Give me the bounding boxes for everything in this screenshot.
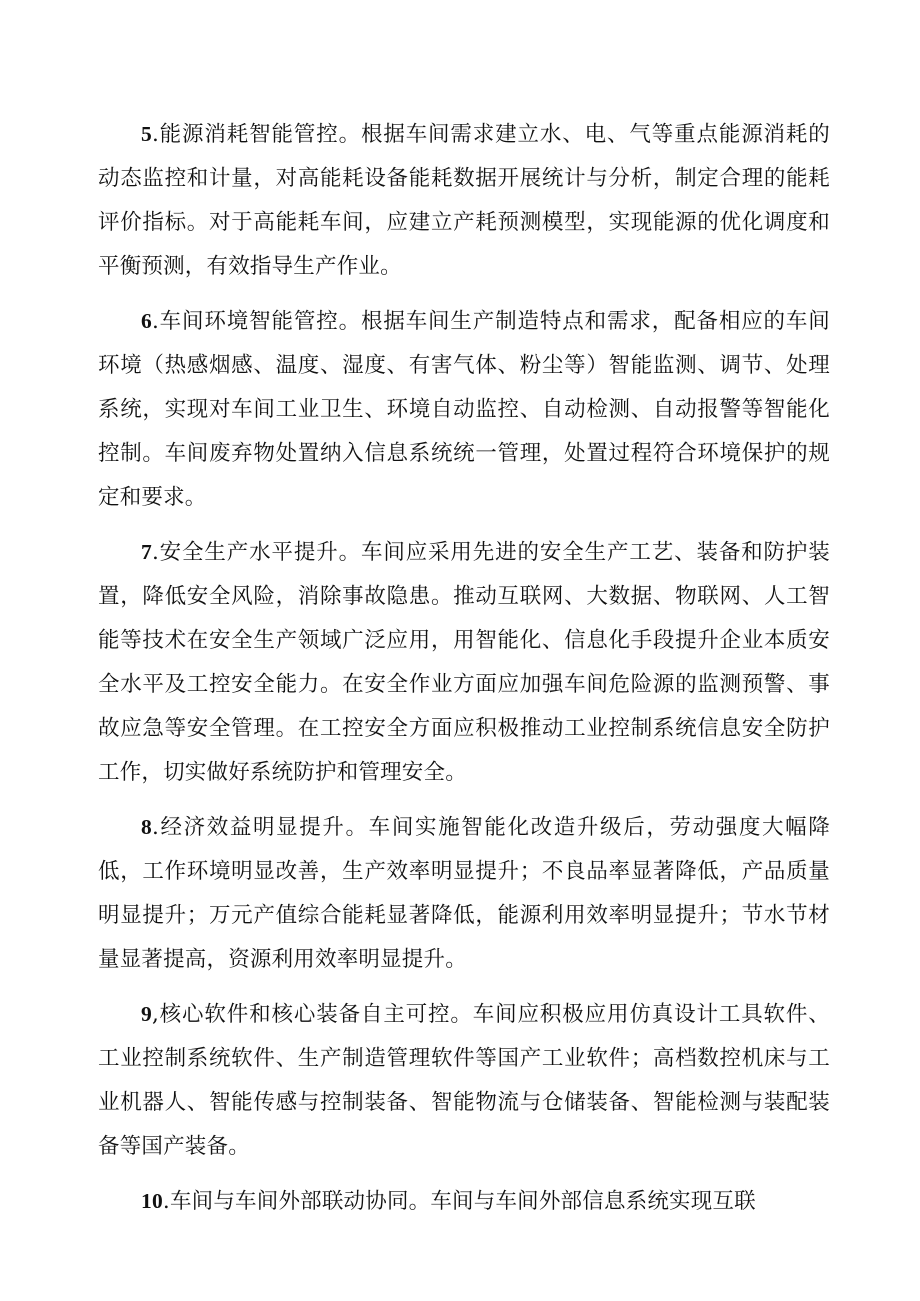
document-page <box>98 112 830 1234</box>
paragraph-text: 能源消耗智能管控。根据车间需求建立水、电、气等重点能源消耗的动态监控和计量，对高能耗设备能耗数据开展统计与分析，制定合理的能耗评价指标。对于高能耗车间，应建立产耗预测模型，实现能源的优化调度和平衡预测，有效指导生产作业。 <box>98 122 830 279</box>
paragraph-separator: . <box>162 1189 170 1214</box>
paragraph-6 <box>98 299 830 520</box>
paragraph-10 <box>98 1179 830 1224</box>
paragraph-text: 车间与车间外部联动协同。车间与车间外部信息系统实现互联 <box>169 1189 756 1214</box>
paragraph-text: 经济效益明显提升。车间实施智能化改造升级后，劳动强度大幅降低，工作环境明显改善，生产效率明显提升；不良品率显著降低，产品质量明显提升；万元产值综合能耗显著降低，能源利用效率明显提升；节水节材量显著提高，资源利用效率明显提升。 <box>98 815 830 972</box>
paragraph-number: 6 <box>141 309 152 333</box>
paragraph-number: 7 <box>141 540 152 564</box>
paragraph-number: 8 <box>141 815 152 839</box>
paragraph-separator: , <box>151 1002 159 1027</box>
paragraph-number: 5 <box>141 122 152 146</box>
paragraph-9 <box>98 992 830 1169</box>
paragraph-7 <box>98 530 830 795</box>
paragraph-number: 10 <box>141 1189 163 1213</box>
paragraph-separator: . <box>151 815 159 840</box>
paragraph-separator: . <box>151 122 159 147</box>
paragraph-8 <box>98 805 830 982</box>
paragraph-separator: . <box>151 540 159 565</box>
paragraph-text: 安全生产水平提升。车间应采用先进的安全生产工艺、装备和防护装置，降低安全风险，消除事故隐患。推动互联网、大数据、物联网、人工智能等技术在安全生产领域广泛应用，用智能化、信息化手段提升企业本质安全水平及工控安全能力。在安全作业方面应加强车间危险源的监测预警、事故应急等安全管理。在工控安全方面应积极推动工业控制系统信息安全防护工作，切实做好系统防护和管理安全。 <box>98 540 830 785</box>
paragraph-number: 9 <box>141 1002 152 1026</box>
paragraph-separator: . <box>151 309 159 334</box>
paragraph-5 <box>98 112 830 289</box>
paragraph-text: 核心软件和核心装备自主可控。车间应积极应用仿真设计工具软件、工业控制系统软件、生产制造管理软件等国产工业软件；高档数控机床与工业机器人、智能传感与控制装备、智能物流与仓储装备、智能检测与装配装备等国产装备。 <box>98 1002 830 1159</box>
paragraph-text: 车间环境智能管控。根据车间生产制造特点和需求，配备相应的车间环境（热感烟感、温度、湿度、有害气体、粉尘等）智能监测、调节、处理系统，实现对车间工业卫生、环境自动监控、自动检测、自动报警等智能化控制。车间废弃物处置纳入信息系统统一管理，处置过程符合环境保护的规定和要求。 <box>98 309 830 510</box>
